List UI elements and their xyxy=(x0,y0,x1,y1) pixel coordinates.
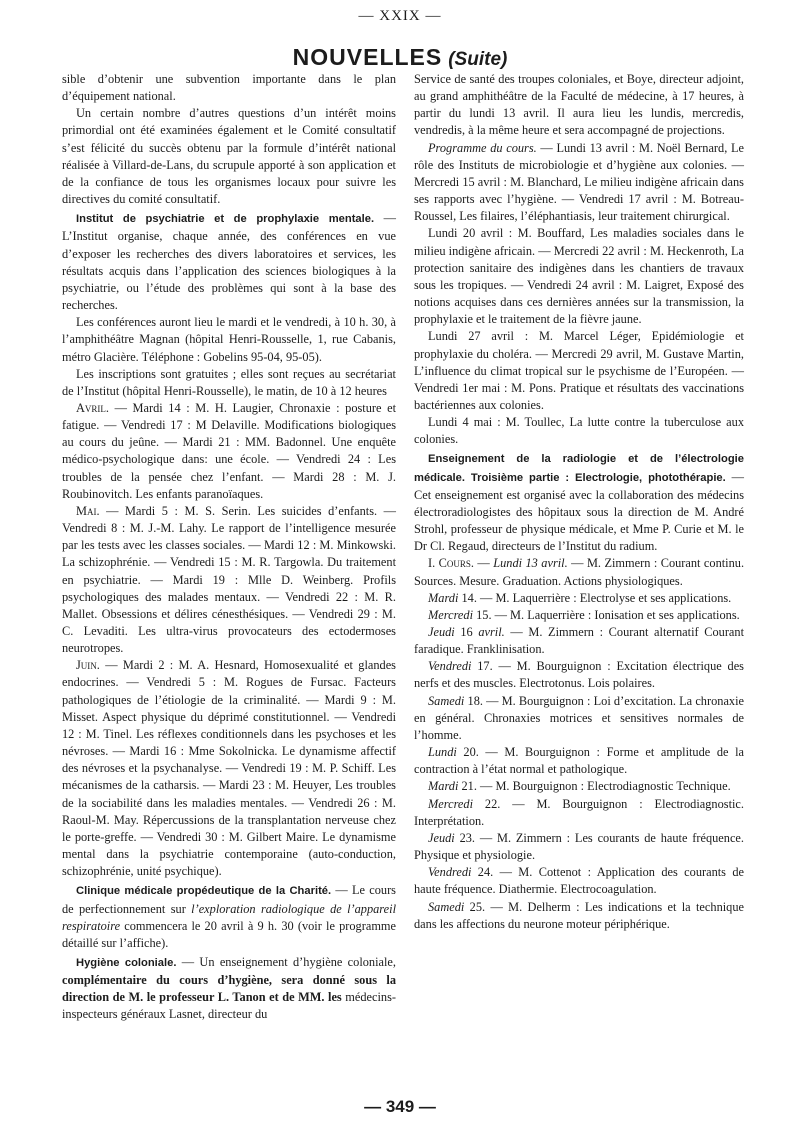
day-label: Mercredi xyxy=(428,607,474,622)
day-label: Vendredi xyxy=(428,865,472,880)
day-label: Samedi xyxy=(428,899,465,914)
paragraph-text: — M. Zimmern : Courant alternatif Courant faradique. Franklinisation. xyxy=(414,625,745,657)
schedule-entry xyxy=(414,693,744,744)
paragraph-text: 18. — M. Bourguignon : Loi d’excitation. La chronaxie en général. Chronaxies motrices et sensitives normales de l’homme. xyxy=(414,693,744,742)
paragraph xyxy=(414,140,744,226)
schedule-entry xyxy=(414,624,744,658)
month-label: Mai. xyxy=(76,503,100,518)
paragraph xyxy=(62,210,396,314)
paragraph: Service de santé des troupes coloniales, et Boye, directeur adjoint, au grand amphithéâtre de la Faculté de médecine, à 17 heures, à partir du lundi 13 avril. Il aura lieu les lundis, mercredis, vendredis, à la même heure et sera accompagné de projections. xyxy=(414,72,744,138)
cours-label: I. Cours. xyxy=(428,556,474,571)
paragraph-text: — Cet enseignement est organisé avec la collaboration des médecins électroradiologistes des hôpitaux sous la direction de M. André Strohl, professeur de physique médicale, et Mme P. Curie et M. le Dr Cl. Regaud, directeurs de l’Institut du radium. xyxy=(414,469,744,554)
section-heading: Clinique médicale propédeutique de la Charité. xyxy=(76,885,332,898)
paragraph: Les conférences auront lieu le mardi et le vendredi, à 10 h. 30, à l’amphithéâtre Magnan (hôpital Henri-Rousselle, 1, rue Cabanis, métro Glacière. Téléphone : Gobelins 95-04, 95-05). xyxy=(62,315,396,364)
day-label: Mercredi xyxy=(428,796,474,811)
day-label: Mardi xyxy=(428,590,459,605)
paragraph-text: 24. — M. Cottenot : Application des courants de haute fréquence. Diathermie. Electrocoagulation. xyxy=(414,865,744,897)
paragraph-text: — Lundi 13 avril : M. Noël Bernard, Le rôle des Instituts de microbiologie et d’hygiène aux colonies. — Mercredi 15 avril : M. Blanchard, Le milieu indigène africain dans ses rapports avec l’hygiène. — Vendredi 17 avril : M. Botreau-Roussel, Les filaires, l’éléphantiasis, leur traitement chirurgical. xyxy=(414,140,744,224)
paragraph-text: — M. Zimmern : Courant continu. Sources. Mesure. Graduation. Actions physiologiques. xyxy=(414,556,745,588)
paragraph xyxy=(62,400,396,503)
day-label: Lundi xyxy=(493,556,523,571)
date-text: 16 xyxy=(454,625,479,639)
schedule-entry xyxy=(414,830,744,864)
paragraph xyxy=(62,882,396,952)
paragraph: Lundi 27 avril : M. Marcel Léger, Epidémiologie et prophylaxie du choléra. — Mercredi 29 avril, M. Gustave Martin, L’influence du climat tropical sur le psychisme de l’Européen. — Vendredi 1er mai : M. Pons. Pratique et résultats des vaccinations bactériennes aux colonies. xyxy=(414,329,744,412)
paragraph: Les inscriptions sont gratuites ; elles sont reçues au secrétariat de l’Institut (hôpital Henri-Rousselle), le matin, de 10 à 12 heures xyxy=(62,366,396,398)
day-label: Lundi xyxy=(428,745,457,760)
paragraph: Lundi 20 avril : M. Bouffard, Les maladies sociales dans le milieu indigène africain. — Mercredi 22 avril : M. Heckenroth, La protection sanitaire des indigènes dans les chantiers de travaux sous les tropiques. — Vendredi 24 avril : M. Laigret, Exposé des notions acquises dans ces dernières années sur la transmission, la prophylaxie et le traitement de la fièvre jaune. xyxy=(414,226,744,327)
paragraph-bold-text: complémentaire du cours d’hygiène, sera donné sous la direction de M. le professeur L. Tanon et de MM. les xyxy=(62,973,396,1005)
page-title xyxy=(0,44,800,71)
paragraph: Un certain nombre d’autres questions d’un intérêt moins primordial ont été examinées également et le Comité consultatif s’est félicité du succès obtenu par la formule d’intérêt national réalisée à Villard-de-Lans, du scrupule apporté à son application et de la confiance de tous les organismes locaux pour suivre les directives du comité consultatif. xyxy=(62,106,396,207)
paragraph-text: médecins-inspecteurs généraux Lasnet, directeur du xyxy=(62,990,397,1022)
paragraph-text: commencera le 20 avril à 9 h. 30 (voir le programme détaillé sur l’affiche). xyxy=(62,918,396,950)
right-column xyxy=(414,71,744,933)
paragraph-text: — L’Institut organise, chaque année, des conférences en vue d’exposer les recherches des divers laboratoires et services, les résultats acquis dans l’application des sciences biologiques à la psychiatrie, ou l’étude des problèmes qui sont à la base des recherches. xyxy=(62,211,396,313)
paragraph-text: 22. — M. Bourguignon : Electrodiagnostic. Interprétation. xyxy=(414,796,744,828)
paragraph: Lundi 4 mai : M. Toullec, La lutte contre la tuberculose aux colonies. xyxy=(414,415,744,447)
paragraph-text: 21. — M. Bourguignon : Electrodiagnostic Technique. xyxy=(458,779,731,794)
schedule-entry xyxy=(414,744,744,778)
schedule-entry xyxy=(414,778,744,795)
month-label: Juin. xyxy=(76,658,100,673)
paragraph: sible d’obtenir une subvention importante dans le plan d’équipement national. xyxy=(62,72,396,104)
section-subtitle: (Suite) xyxy=(448,49,508,70)
day-label: Mardi xyxy=(428,779,459,794)
month-label: Avril. xyxy=(76,400,109,415)
paragraph-text: — Mardi 14 : M. H. Laugier, Chronaxie : posture et fatigue. — Vendredi 17 : M Delaville. Modifications biologiques au cours du jeûne. — Mardi 21 : MM. Badonnel. Une enquête médico-psychologique dans: une école. — Vendredi 24 : Les troubles de la pensée chez l’enfant. — Mardi 28 : M. J. Roubinovitch. Les enfants paranoïaques. xyxy=(62,400,396,501)
paragraph-text: 15. — M. Laquerrière : Ionisation et ses applications. xyxy=(473,607,740,622)
course-title: l’exploration radiologique de l’appareil respiratoire xyxy=(62,901,396,933)
paragraph-text: 20. — M. Bourguignon : Forme et amplitude de la contraction à l’état normal et pathologique. xyxy=(414,745,744,777)
day-label: Vendredi xyxy=(428,659,472,674)
schedule-entry xyxy=(414,864,744,898)
month-text: avril. xyxy=(478,625,505,639)
paragraph xyxy=(414,450,744,555)
schedule-entry xyxy=(414,658,744,692)
schedule-entry xyxy=(414,607,744,624)
paragraph-text: 14. — M. Laquerrière : Electrolyse et ses applications. xyxy=(458,590,732,605)
schedule-entry xyxy=(414,899,744,933)
schedule-entry: I. Cours. — Lundi 13 avril. — M. Zimmern : Courant continu. Sources. Mesure. Graduation. Actions physiologiques. xyxy=(414,556,745,588)
schedule-entry xyxy=(414,590,744,607)
paragraph-text: — Mardi 2 : M. A. Hesnard, Homosexualité et glandes endocrines. — Vendredi 5 : M. Rogues de Fursac. Facteurs pathologiques de l’étiologie de la criminalité. — Mardi 9 : M. Misset. Aspect physique du déprimé constitutionnel. — Vendredi 12 : M. Tinel. Les réflexes conditionnels dans les psychoses et les névroses. — Mardi 16 : Mme Sokolnicka. Le dynamisme affectif des névroses et la psychanalyse. — Vendredi 19 : M. P. Schiff. Les mécanismes de la catharsis. — Mardi 23 : M. Heuyer, Les troubles de la sociabilité dans les maladies mentales. — Vendredi 26 : M. Raoul-M. May. Répercussions de la transplantation nerveuse chez le porte-greffe. — Vendredi 30 : M. Gilbert Maire. Le dynamisme mental dans la psychiatrie contemporaine (auto-conduction, schizophrénie, unité psychique). xyxy=(62,658,396,879)
paragraph-text: 23. — M. Zimmern : Les courants de haute fréquence. Physique et physiologie. xyxy=(414,830,744,863)
page-number: — 349 — xyxy=(364,1097,436,1116)
paragraph-text: — Le cours de perfectionnement sur xyxy=(62,883,396,916)
paragraph xyxy=(62,503,396,657)
day-label: Samedi xyxy=(428,693,465,708)
paragraph-text: 17. — M. Bourguignon : Excitation électrique des nerfs et des muscles. Electrotonus. Lois polaires. xyxy=(414,659,744,691)
left-column xyxy=(62,71,396,1024)
schedule-entry xyxy=(414,796,744,830)
section-heading: Enseignement de la radiologie et de l’électrologie médicale. Troisième partie : Electrologie, photothérapie. xyxy=(414,453,744,484)
date-text: 13 xyxy=(522,556,542,571)
paragraph xyxy=(62,657,396,880)
program-label: Programme du cours. xyxy=(428,140,537,155)
paragraph-text: — Un enseignement d’hygiène coloniale, xyxy=(176,954,396,969)
section-title: NOUVELLES xyxy=(292,44,443,70)
month-text: avril. xyxy=(541,556,568,571)
section-heading: Hygiène coloniale. xyxy=(76,956,177,969)
paragraph-text: 25. — M. Delherm : Les indications et la technique dans les affections du neurone moteur périphérique. xyxy=(414,899,744,931)
paragraph-text: — Mardi 5 : M. S. Serin. Les suicides d’enfants. — Vendredi 8 : M. J.-M. Lahy. Le rapport de l’intelligence mesurée par les tests avec les classes sociales. — Mardi 12 : M. Minkowski. La schizophrénie. — Vendredi 15 : M. R. Targowla. Du traitement en psychiatrie. — Mardi 19 : Mlle D. Weinberg. Profils psychologiques des malades mentaux. — Vendredi 22 : M. R. Mallet. Obsessions et délires cénesthésiques. — Vendredi 29 : M. C. Levaditi. Les ultra-virus provocateurs des ectodermoses neurotropes. xyxy=(62,503,396,656)
day-label: Jeudi xyxy=(428,830,455,845)
paragraph xyxy=(62,954,396,1024)
roman-page-number: — XXIX — xyxy=(358,8,442,24)
section-heading: Institut de psychiatrie et de prophylaxie mentale. xyxy=(76,213,375,226)
day-label: Jeudi xyxy=(428,625,455,639)
